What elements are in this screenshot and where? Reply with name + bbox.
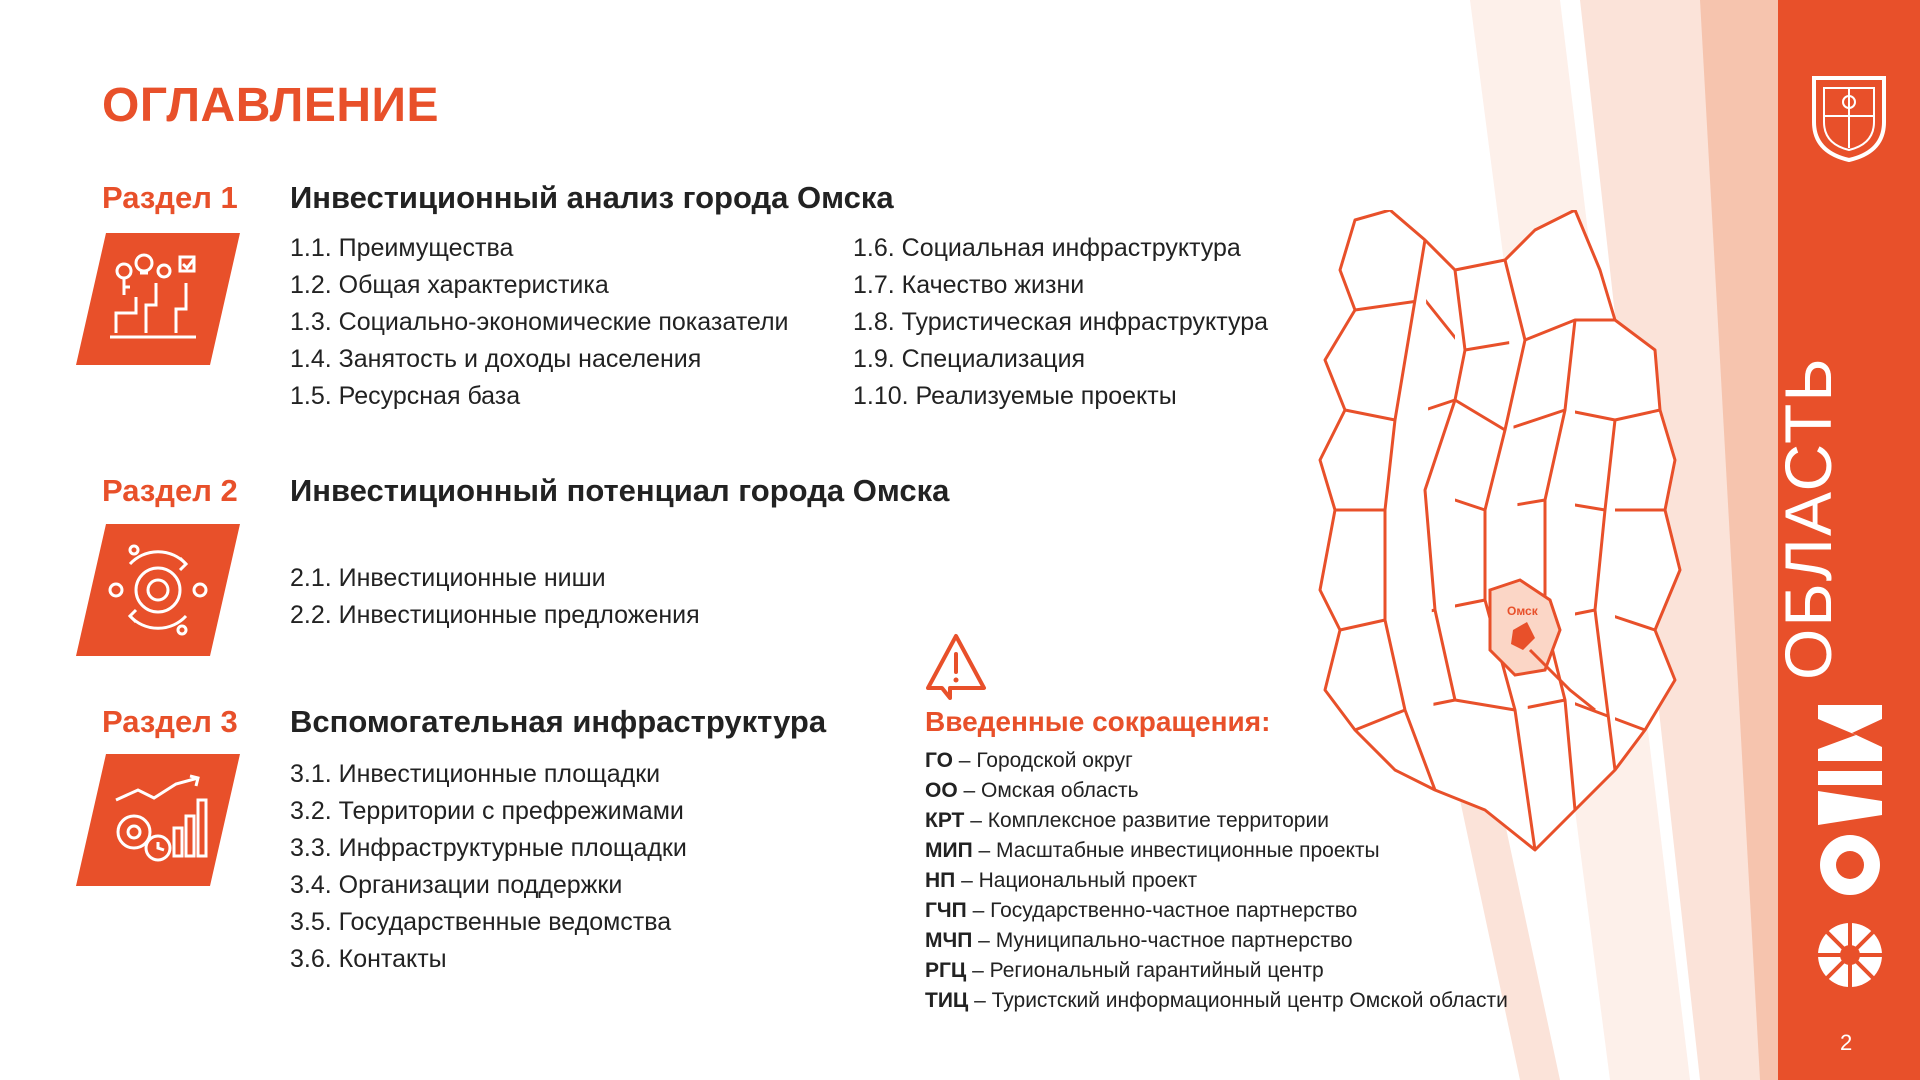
toc-item[interactable]: 3.5. Государственные ведомства xyxy=(290,908,672,936)
abbreviations-title: Введенные сокращения: xyxy=(925,706,1271,737)
coat-of-arms-icon xyxy=(1808,72,1890,164)
toc-item[interactable]: 1.7. Качество жизни xyxy=(853,271,1085,299)
omsk-region-map xyxy=(1315,210,1685,860)
section-3-list xyxy=(290,756,687,978)
toc-item[interactable]: 3.4. Организации поддержки xyxy=(290,871,623,899)
toc-item[interactable]: 3.1. Инвестиционные площадки xyxy=(290,760,661,788)
toc-item[interactable]: 1.5. Ресурсная база xyxy=(290,382,521,410)
section-3-title[interactable]: Вспомогательная инфраструктура xyxy=(290,704,827,739)
toc-item[interactable]: 1.10. Реализуемые проекты xyxy=(853,382,1177,410)
toc-item[interactable]: 1.4. Занятость и доходы населения xyxy=(290,345,702,373)
page-number: 2 xyxy=(1840,1030,1853,1055)
brand-vertical-text: ОБЛАСТЬ xyxy=(1771,356,1845,680)
abbreviation-row: ГЧП – Государственно-частное партнерство xyxy=(925,899,1358,922)
abbreviation-row: ТИЦ – Туристский информационный центр Омской области xyxy=(925,989,1508,1012)
page-title: ОГЛАВЛЕНИЕ xyxy=(102,79,440,132)
toc-item[interactable]: 1.8. Туристическая инфраструктура xyxy=(853,308,1269,336)
section-1-list-col2 xyxy=(853,230,1268,415)
section-2-label: Раздел 2 xyxy=(102,473,238,508)
gear-cycle-icon xyxy=(76,524,240,656)
section-3-label: Раздел 3 xyxy=(102,704,238,739)
toc-item[interactable]: 1.2. Общая характеристика xyxy=(290,271,609,299)
toc-item[interactable]: 1.6. Социальная инфраструктура xyxy=(853,234,1241,262)
abbreviation-row: МЧП – Муниципально-частное партнерство xyxy=(925,929,1353,952)
abbreviation-row: НП – Национальный проект xyxy=(925,869,1198,892)
toc-item[interactable]: 1.9. Специализация xyxy=(853,345,1086,373)
abbreviation-row: КРТ – Комплексное развитие территории xyxy=(925,809,1329,832)
omsk-logo-icon xyxy=(1812,705,1888,995)
map-label: Омск xyxy=(1507,604,1538,618)
section-2-title[interactable]: Инвестиционный потенциал города Омска xyxy=(290,473,950,508)
toc-item[interactable]: 2.2. Инвестиционные предложения xyxy=(290,601,700,629)
warning-icon xyxy=(924,632,988,702)
abbreviation-row: ОО – Омская область xyxy=(925,779,1139,802)
toc-item[interactable]: 3.3. Инфраструктурные площадки xyxy=(290,834,687,862)
investment-analysis-icon xyxy=(76,233,240,365)
toc-item[interactable]: 1.3. Социально-экономические показатели xyxy=(290,308,789,336)
toc-item[interactable]: 3.6. Контакты xyxy=(290,945,447,973)
toc-item[interactable]: 1.1. Преимущества xyxy=(290,234,514,262)
toc-item[interactable]: 3.2. Территории с префрежимами xyxy=(290,797,684,825)
section-1-list-col1 xyxy=(290,230,789,415)
abbreviation-row: РГЦ – Региональный гарантийный центр xyxy=(925,959,1324,982)
section-1-label: Раздел 1 xyxy=(102,180,238,215)
growth-chart-icon xyxy=(76,754,240,886)
abbreviation-row: ГО – Городской округ xyxy=(925,749,1133,772)
section-2-list xyxy=(290,560,700,634)
section-1-title[interactable]: Инвестиционный анализ города Омска xyxy=(290,180,894,215)
toc-item[interactable]: 2.1. Инвестиционные ниши xyxy=(290,564,606,592)
abbreviation-row: МИП – Масштабные инвестиционные проекты xyxy=(925,839,1380,862)
